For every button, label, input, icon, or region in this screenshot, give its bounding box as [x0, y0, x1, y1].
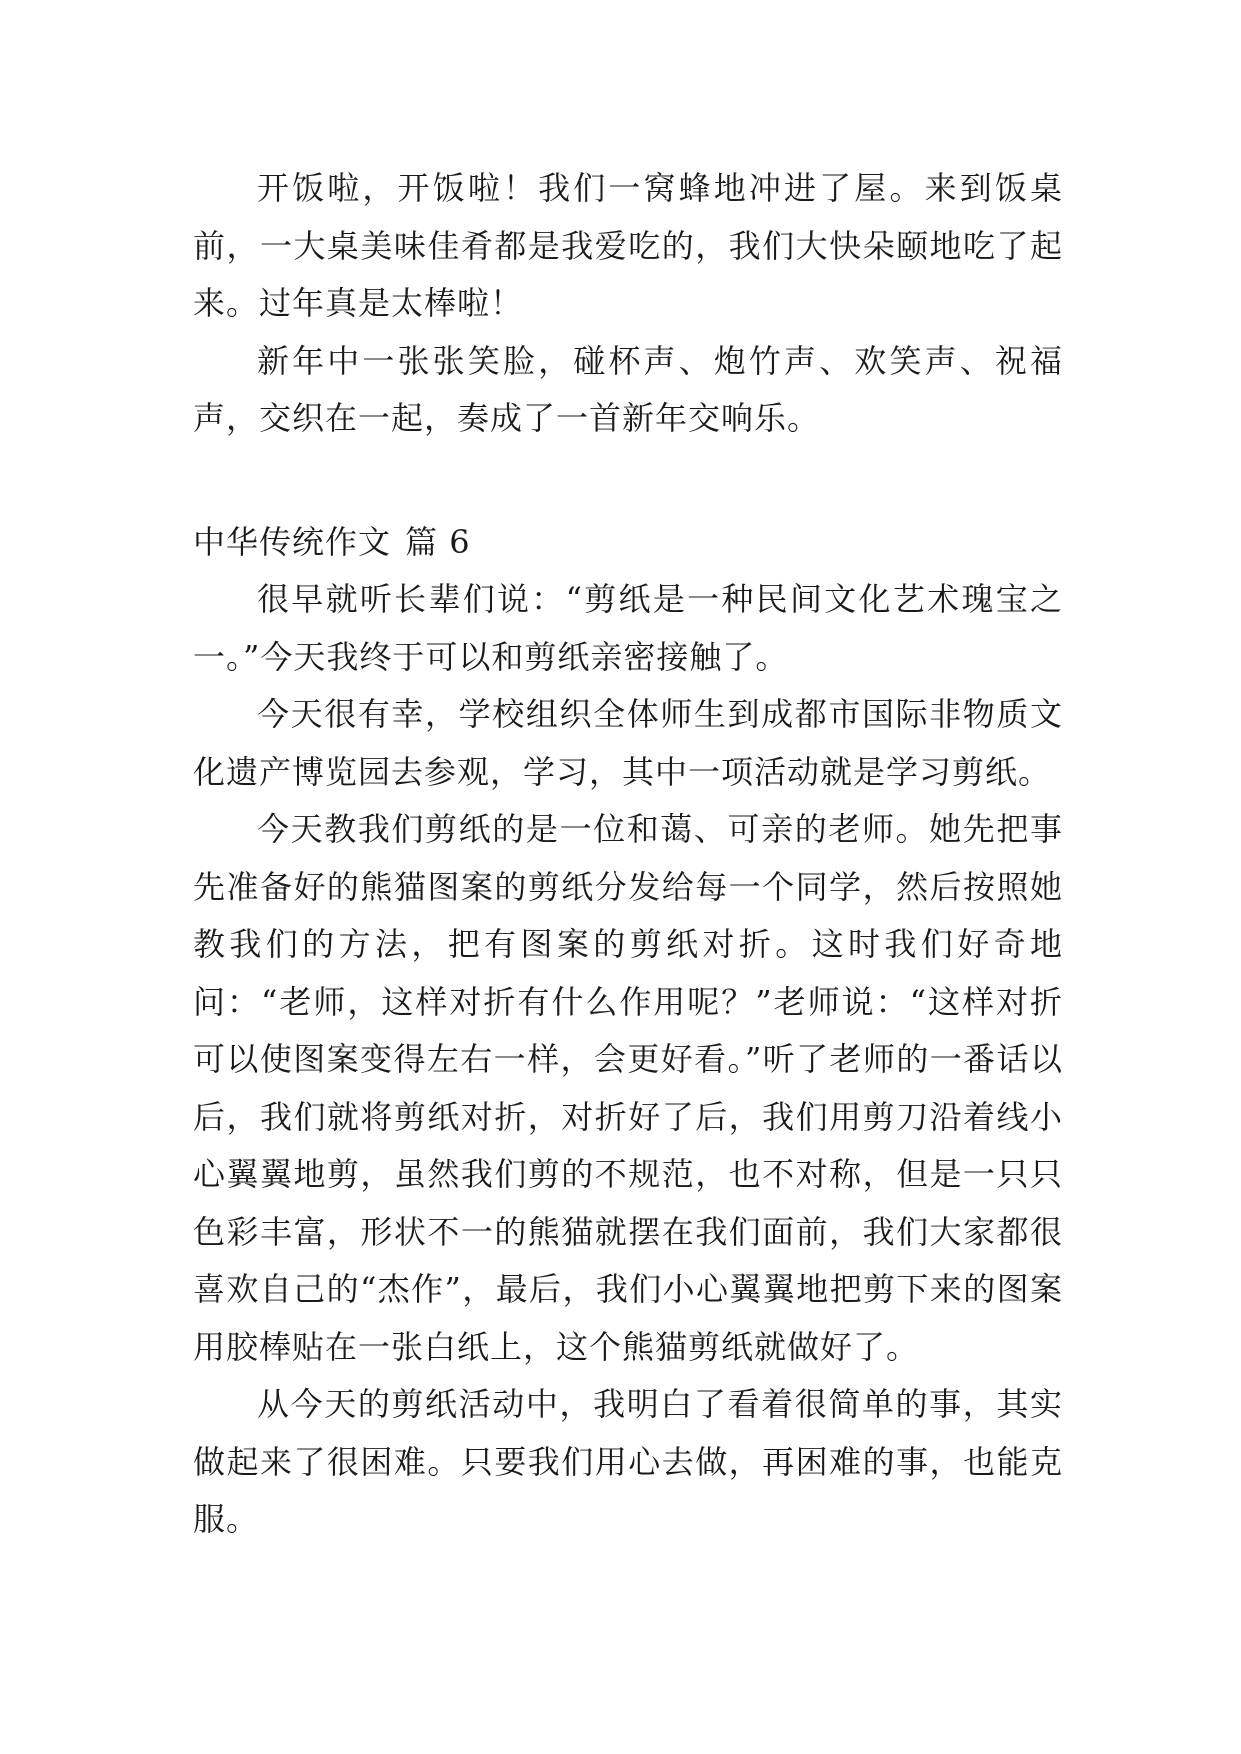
paragraph: 今天教我们剪纸的是一位和蔼、可亲的老师。她先把事先准备好的熊猫图案的剪纸分发给每一个同学，然后按照她教我们的方法，把有图案的剪纸对折。这时我们好奇地问：“老师，这样对折有什么作用呢？”老师说：“这样对折可以使图案变得左右一样，会更好看。”听了老师的一番话以后，我们就将剪纸对折，对折好了后，我们用剪刀沿着线小心翼翼地剪，虽然我们剪的不规范，也不对称，但是一只只色彩丰富，形状不一的熊猫就摆在我们面前，我们大家都很喜欢自己的“杰作”，最后，我们小心翼翼地把剪下来的图案用胶棒贴在一张白纸上，这个熊猫剪纸就做好了。	[193, 810, 1063, 1366]
essay-heading	[193, 514, 1063, 572]
essay-title: 中华传统作文	[193, 522, 392, 561]
essay-number: 篇 6	[405, 522, 471, 561]
document-page	[193, 160, 1063, 1549]
paragraph: 新年中一张张笑脸，碰杯声、炮竹声、欢笑声、祝福声，交织在一起，奏成了一首新年交响乐。	[193, 341, 1063, 437]
paragraph: 很早就听长辈们说：“剪纸是一种民间文化艺术瑰宝之一。”今天我终于可以和剪纸亲密接触了。	[193, 580, 1063, 676]
paragraph: 从今天的剪纸活动中，我明白了看着很简单的事，其实做起来了很困难。只要我们用心去做，再困难的事，也能克服。	[193, 1385, 1063, 1538]
paragraph: 今天很有幸，学校组织全体师生到成都市国际非物质文化遗产博览园去参观，学习，其中一项活动就是学习剪纸。	[193, 695, 1063, 791]
paragraph: 开饭啦，开饭啦！我们一窝蜂地冲进了屋。来到饭桌前，一大桌美味佳肴都是我爱吃的，我们大快朵颐地吃了起来。过年真是太棒啦！	[193, 169, 1063, 322]
